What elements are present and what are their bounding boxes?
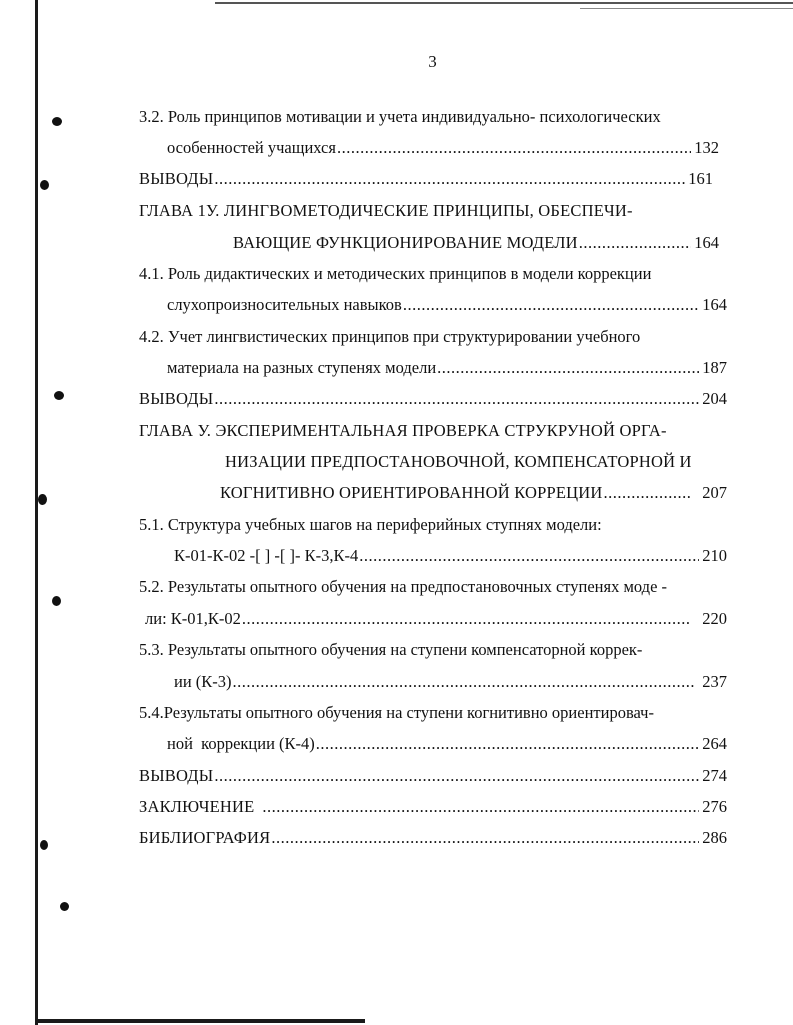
toc-line	[139, 700, 739, 726]
scan-speck	[52, 117, 62, 126]
dot-leader	[214, 386, 699, 412]
toc-entry-text: НИЗАЦИИ ПРЕДПОСТАНОВОЧНОЙ, КОМПЕНСАТОРНОЙ И	[225, 452, 692, 471]
toc-page-number: 132	[694, 138, 719, 157]
toc-entry-text: 5.1. Структура учебных шагов на периферийных ступнях модели:	[139, 515, 602, 534]
toc-line	[174, 669, 727, 695]
scan-speck	[38, 494, 47, 505]
toc-page-number: 264	[702, 734, 727, 753]
page-number: 3	[428, 52, 437, 71]
toc-entry-text: 4.1. Роль дидактических и методических принципов в модели коррекции	[139, 264, 652, 283]
scan-speck	[40, 840, 48, 850]
toc-entry-text: ЗАКЛЮЧЕНИЕ	[139, 797, 255, 816]
scan-speck	[60, 902, 69, 911]
toc-line	[139, 763, 727, 789]
toc-line	[139, 386, 727, 412]
toc-line	[139, 418, 739, 444]
toc-entry-text: К-01-К-02 -[ ] -[ ]- К-3,К-4	[174, 546, 359, 565]
toc-entry-text: особенностей учащихся	[167, 138, 336, 157]
toc-page-number: 274	[702, 766, 727, 785]
toc-entry-text: ВЫВОДЫ	[139, 389, 214, 408]
dot-leader	[214, 763, 699, 789]
toc-line	[139, 574, 739, 600]
dot-leader	[403, 292, 699, 318]
toc-page-number: 207	[702, 483, 727, 502]
toc-line	[167, 292, 727, 318]
dot-leader	[271, 825, 699, 851]
toc-line	[145, 606, 727, 632]
toc-line	[174, 543, 727, 569]
toc-line	[139, 104, 739, 130]
toc-entry-text: ли: К-01,К-02	[145, 609, 241, 628]
scan-speck	[40, 180, 49, 190]
toc-line	[139, 324, 739, 350]
toc-entry-text: ии (К-3)	[174, 672, 232, 691]
dot-leader	[242, 606, 690, 632]
toc-entry-text: ВАЮЩИЕ ФУНКЦИОНИРОВАНИЕ МОДЕЛИ	[233, 233, 578, 252]
scan-edge-top	[215, 2, 793, 4]
toc-line	[220, 480, 727, 506]
dot-leader	[437, 355, 699, 381]
toc-line	[139, 794, 727, 820]
toc-line	[139, 637, 739, 663]
dot-leader	[604, 480, 693, 506]
toc-line	[139, 198, 739, 224]
toc-entry-text: ГЛАВА 1У. ЛИНГВОМЕТОДИЧЕСКИЕ ПРИНЦИПЫ, ОБЕСПЕЧИ-	[139, 201, 633, 220]
toc-entry-text: 4.2. Учет лингвистических принципов при структурировании учебного	[139, 327, 641, 346]
toc-line	[167, 731, 727, 757]
toc-entry-text: 5.4.Результаты опытного обучения на ступени когнитивно ориентировач-	[139, 703, 654, 722]
toc-page-number: 210	[702, 546, 727, 565]
toc-entry-text: 5.2. Результаты опытного обучения на предпостановочных ступенях моде -	[139, 577, 668, 596]
toc-line	[167, 135, 719, 161]
dot-leader	[579, 230, 691, 256]
toc-entry-text: слухопроизносительных навыков	[167, 295, 402, 314]
toc-page-number: 204	[702, 389, 727, 408]
scan-speck	[52, 596, 61, 606]
toc-entry-text: 5.3. Результаты опытного обучения на ступени компенсаторной коррек-	[139, 640, 643, 659]
toc-page-number: 276	[702, 797, 727, 816]
toc-page-number: 220	[702, 609, 727, 628]
toc-entry-text: КОГНИТИВНО ОРИЕНТИРОВАННОЙ КОРРЕЦИИ	[220, 483, 603, 502]
toc-page-number: 164	[694, 233, 719, 252]
toc-entry-text: ВЫВОДЫ	[139, 766, 214, 785]
toc-entry-text: БИБЛИОГРАФИЯ	[139, 828, 271, 847]
toc-entry-text: 3.2. Роль принципов мотивации и учета индивидуально- психологических	[139, 107, 661, 126]
toc-page-number: 164	[702, 295, 727, 314]
scan-speck	[54, 391, 64, 400]
toc-entry-text: материала на разных ступенях модели	[167, 358, 437, 377]
dot-leader	[359, 543, 699, 569]
toc-page-number: 187	[702, 358, 727, 377]
scan-edge-top-secondary	[580, 8, 793, 9]
toc-line	[225, 449, 739, 475]
toc-page-number: 286	[702, 828, 727, 847]
toc-entry-text: ной коррекции (К-4)	[167, 734, 315, 753]
toc-line	[139, 166, 713, 192]
toc-entry-text: ГЛАВА У. ЭКСПЕРИМЕНТАЛЬНАЯ ПРОВЕРКА СТРУКРУНОЙ ОРГА-	[139, 421, 667, 440]
toc-page-number: 237	[702, 672, 727, 691]
toc-page-number: 161	[688, 169, 713, 188]
toc-line	[233, 230, 719, 256]
dot-leader	[214, 166, 685, 192]
toc-line	[139, 261, 739, 287]
dot-leader	[316, 731, 699, 757]
toc-line	[139, 512, 739, 538]
toc-entry-text: ВЫВОДЫ	[139, 169, 214, 188]
dot-leader	[262, 794, 699, 820]
toc-line	[167, 355, 727, 381]
scan-edge-bottom	[35, 1019, 365, 1023]
dot-leader	[233, 669, 695, 695]
toc-line	[139, 825, 727, 851]
scan-edge-left	[35, 0, 38, 1025]
dot-leader	[337, 135, 691, 161]
